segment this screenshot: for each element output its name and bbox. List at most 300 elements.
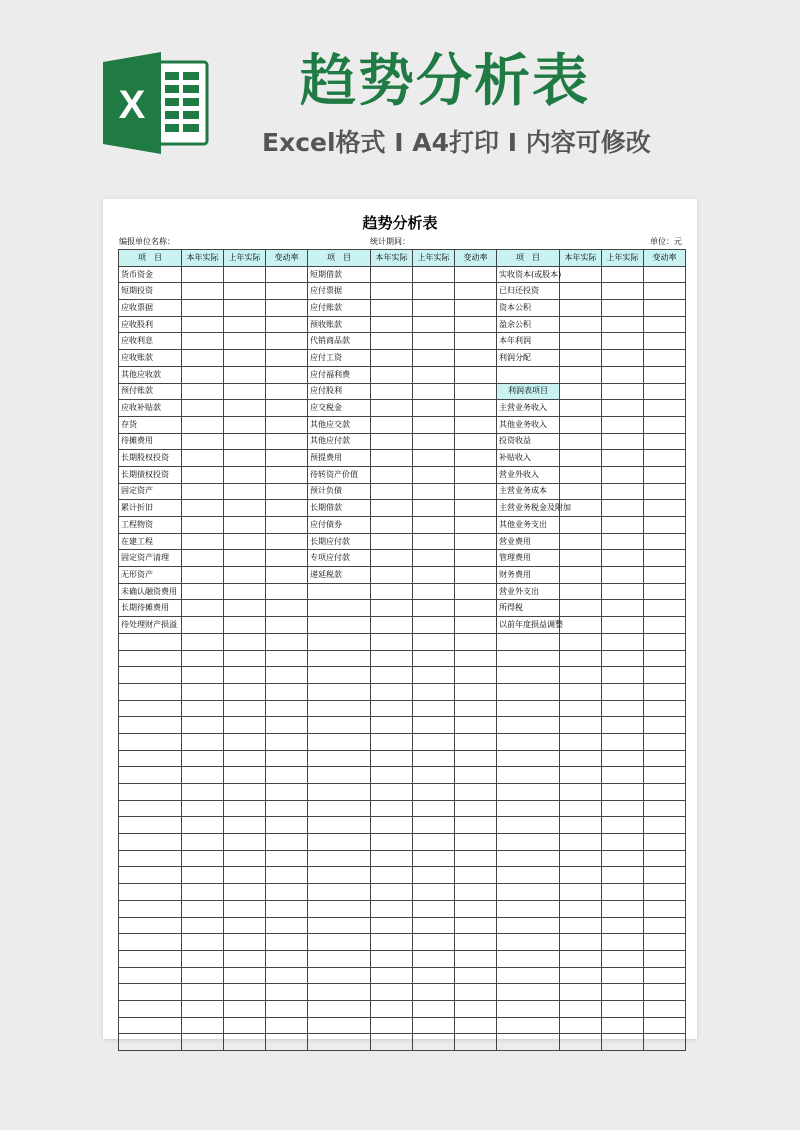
table-cell[interactable] <box>266 733 308 750</box>
table-cell[interactable] <box>644 266 686 283</box>
table-cell[interactable] <box>308 700 371 717</box>
table-cell[interactable] <box>308 867 371 884</box>
table-cell[interactable] <box>308 917 371 934</box>
table-cell[interactable] <box>560 366 602 383</box>
table-cell[interactable] <box>560 416 602 433</box>
table-cell[interactable]: 长期借款 <box>308 500 371 517</box>
table-cell[interactable] <box>560 967 602 984</box>
table-cell[interactable] <box>413 450 455 467</box>
table-cell[interactable] <box>560 800 602 817</box>
table-cell[interactable] <box>308 850 371 867</box>
table-cell[interactable] <box>224 867 266 884</box>
table-cell[interactable] <box>644 1034 686 1051</box>
table-cell[interactable] <box>602 350 644 367</box>
table-cell[interactable] <box>455 383 497 400</box>
table-cell[interactable] <box>560 1034 602 1051</box>
table-cell[interactable] <box>560 900 602 917</box>
table-cell[interactable] <box>266 967 308 984</box>
table-cell[interactable] <box>371 316 413 333</box>
table-cell[interactable] <box>602 450 644 467</box>
table-cell[interactable]: 应付账款 <box>308 300 371 317</box>
table-cell[interactable] <box>455 433 497 450</box>
table-cell[interactable] <box>560 517 602 534</box>
table-cell[interactable] <box>413 533 455 550</box>
table-cell[interactable] <box>644 283 686 300</box>
table-cell[interactable]: 长期债权投资 <box>119 466 182 483</box>
table-cell[interactable] <box>182 650 224 667</box>
table-cell[interactable]: 应交税金 <box>308 400 371 417</box>
table-cell[interactable]: 应付福利费 <box>308 366 371 383</box>
table-cell[interactable] <box>644 817 686 834</box>
table-cell[interactable] <box>497 984 560 1001</box>
table-cell[interactable] <box>371 900 413 917</box>
table-cell[interactable]: 长期应付款 <box>308 533 371 550</box>
table-cell[interactable] <box>413 333 455 350</box>
table-cell[interactable] <box>560 667 602 684</box>
table-cell[interactable]: 利润分配 <box>497 350 560 367</box>
table-cell[interactable] <box>602 667 644 684</box>
table-cell[interactable] <box>413 834 455 851</box>
table-cell[interactable] <box>224 567 266 584</box>
table-cell[interactable] <box>224 333 266 350</box>
table-cell[interactable] <box>371 600 413 617</box>
table-cell[interactable] <box>266 934 308 951</box>
table-cell[interactable] <box>455 450 497 467</box>
table-cell[interactable] <box>224 416 266 433</box>
table-cell[interactable] <box>266 533 308 550</box>
table-cell[interactable]: 已归还投资 <box>497 283 560 300</box>
table-cell[interactable] <box>266 500 308 517</box>
table-cell[interactable] <box>560 400 602 417</box>
table-cell[interactable] <box>371 366 413 383</box>
table-cell[interactable] <box>266 750 308 767</box>
table-cell[interactable] <box>224 1017 266 1034</box>
table-cell[interactable] <box>455 683 497 700</box>
table-cell[interactable] <box>182 884 224 901</box>
table-cell[interactable] <box>224 300 266 317</box>
table-cell[interactable]: 应收利息 <box>119 333 182 350</box>
table-cell[interactable] <box>455 583 497 600</box>
table-cell[interactable] <box>560 650 602 667</box>
table-cell[interactable] <box>413 800 455 817</box>
table-cell[interactable] <box>602 850 644 867</box>
table-cell[interactable]: 盈余公积 <box>497 316 560 333</box>
table-cell[interactable] <box>497 633 560 650</box>
table-cell[interactable] <box>644 884 686 901</box>
table-cell[interactable]: 应付债券 <box>308 517 371 534</box>
table-cell[interactable] <box>455 483 497 500</box>
table-cell[interactable] <box>224 700 266 717</box>
table-cell[interactable] <box>308 750 371 767</box>
table-cell[interactable]: 预收账款 <box>308 316 371 333</box>
table-cell[interactable] <box>413 633 455 650</box>
table-cell[interactable]: 利润表项目 <box>497 383 560 400</box>
table-cell[interactable]: 资本公积 <box>497 300 560 317</box>
table-cell[interactable] <box>119 767 182 784</box>
table-cell[interactable] <box>413 750 455 767</box>
table-cell[interactable] <box>308 800 371 817</box>
table-cell[interactable] <box>644 984 686 1001</box>
table-cell[interactable] <box>413 350 455 367</box>
table-cell[interactable] <box>224 483 266 500</box>
table-cell[interactable]: 管理费用 <box>497 550 560 567</box>
table-cell[interactable] <box>413 1034 455 1051</box>
table-cell[interactable] <box>371 1034 413 1051</box>
table-cell[interactable] <box>224 517 266 534</box>
table-cell[interactable] <box>266 333 308 350</box>
table-cell[interactable]: 短期借款 <box>308 266 371 283</box>
table-cell[interactable] <box>644 567 686 584</box>
table-cell[interactable] <box>224 884 266 901</box>
table-cell[interactable] <box>413 950 455 967</box>
table-cell[interactable] <box>560 633 602 650</box>
table-cell[interactable] <box>413 984 455 1001</box>
table-cell[interactable] <box>644 1000 686 1017</box>
table-cell[interactable]: 长期待摊费用 <box>119 600 182 617</box>
table-cell[interactable] <box>602 733 644 750</box>
table-cell[interactable] <box>455 917 497 934</box>
table-cell[interactable] <box>644 767 686 784</box>
table-cell[interactable] <box>182 400 224 417</box>
table-cell[interactable] <box>182 283 224 300</box>
table-cell[interactable] <box>497 767 560 784</box>
table-cell[interactable] <box>560 1000 602 1017</box>
table-cell[interactable] <box>371 283 413 300</box>
table-cell[interactable] <box>497 817 560 834</box>
table-cell[interactable] <box>644 300 686 317</box>
table-cell[interactable] <box>497 1017 560 1034</box>
table-cell[interactable] <box>644 483 686 500</box>
table-cell[interactable] <box>266 700 308 717</box>
table-cell[interactable] <box>560 683 602 700</box>
table-cell[interactable] <box>266 583 308 600</box>
table-cell[interactable] <box>560 950 602 967</box>
table-cell[interactable] <box>644 383 686 400</box>
table-cell[interactable] <box>497 867 560 884</box>
table-cell[interactable] <box>371 767 413 784</box>
table-cell[interactable] <box>224 1000 266 1017</box>
table-cell[interactable]: 其他应交款 <box>308 416 371 433</box>
table-cell[interactable] <box>497 683 560 700</box>
table-cell[interactable] <box>560 383 602 400</box>
table-cell[interactable] <box>413 900 455 917</box>
table-cell[interactable] <box>413 283 455 300</box>
table-cell[interactable] <box>560 717 602 734</box>
table-cell[interactable] <box>119 667 182 684</box>
table-cell[interactable] <box>371 433 413 450</box>
table-cell[interactable] <box>644 500 686 517</box>
table-cell[interactable]: 实收资本(或股本) <box>497 266 560 283</box>
table-cell[interactable] <box>266 483 308 500</box>
table-cell[interactable] <box>266 517 308 534</box>
table-cell[interactable] <box>560 1017 602 1034</box>
table-cell[interactable] <box>119 867 182 884</box>
table-cell[interactable] <box>413 400 455 417</box>
table-cell[interactable] <box>182 750 224 767</box>
table-cell[interactable] <box>119 700 182 717</box>
table-cell[interactable] <box>371 650 413 667</box>
table-cell[interactable]: 应付工资 <box>308 350 371 367</box>
table-cell[interactable] <box>371 667 413 684</box>
table-cell[interactable] <box>182 667 224 684</box>
table-cell[interactable]: 其他业务支出 <box>497 517 560 534</box>
table-cell[interactable] <box>119 717 182 734</box>
table-cell[interactable] <box>455 950 497 967</box>
table-cell[interactable] <box>497 700 560 717</box>
table-cell[interactable] <box>371 567 413 584</box>
table-cell[interactable] <box>455 700 497 717</box>
table-cell[interactable] <box>560 533 602 550</box>
table-cell[interactable] <box>602 300 644 317</box>
table-cell[interactable] <box>602 917 644 934</box>
table-cell[interactable] <box>182 450 224 467</box>
table-cell[interactable] <box>266 266 308 283</box>
table-cell[interactable] <box>497 717 560 734</box>
table-cell[interactable] <box>266 550 308 567</box>
table-cell[interactable] <box>371 416 413 433</box>
table-cell[interactable] <box>413 266 455 283</box>
table-cell[interactable] <box>119 633 182 650</box>
table-cell[interactable] <box>455 300 497 317</box>
table-cell[interactable] <box>371 583 413 600</box>
table-cell[interactable] <box>455 817 497 834</box>
table-cell[interactable]: 无形资产 <box>119 567 182 584</box>
table-cell[interactable] <box>182 784 224 801</box>
table-cell[interactable] <box>644 934 686 951</box>
table-cell[interactable] <box>371 733 413 750</box>
table-cell[interactable] <box>560 767 602 784</box>
table-cell[interactable] <box>182 1000 224 1017</box>
table-cell[interactable] <box>497 667 560 684</box>
table-cell[interactable]: 营业费用 <box>497 533 560 550</box>
table-cell[interactable] <box>413 667 455 684</box>
table-cell[interactable] <box>497 784 560 801</box>
table-cell[interactable] <box>182 266 224 283</box>
table-cell[interactable] <box>371 483 413 500</box>
table-cell[interactable] <box>644 333 686 350</box>
table-cell[interactable] <box>266 784 308 801</box>
table-cell[interactable] <box>224 950 266 967</box>
table-cell[interactable] <box>371 400 413 417</box>
table-cell[interactable] <box>224 817 266 834</box>
table-cell[interactable] <box>455 416 497 433</box>
table-cell[interactable] <box>644 917 686 934</box>
table-cell[interactable] <box>455 967 497 984</box>
table-cell[interactable] <box>308 683 371 700</box>
table-cell[interactable] <box>455 750 497 767</box>
table-cell[interactable] <box>602 767 644 784</box>
table-cell[interactable] <box>497 967 560 984</box>
table-cell[interactable] <box>266 300 308 317</box>
table-cell[interactable] <box>371 800 413 817</box>
table-cell[interactable] <box>119 834 182 851</box>
table-cell[interactable] <box>602 683 644 700</box>
table-cell[interactable] <box>266 683 308 700</box>
table-cell[interactable] <box>644 617 686 634</box>
table-cell[interactable] <box>266 350 308 367</box>
table-cell[interactable] <box>413 583 455 600</box>
table-cell[interactable] <box>182 333 224 350</box>
table-cell[interactable] <box>224 466 266 483</box>
table-cell[interactable] <box>266 466 308 483</box>
table-cell[interactable] <box>224 1034 266 1051</box>
table-cell[interactable] <box>413 867 455 884</box>
table-cell[interactable] <box>644 717 686 734</box>
table-cell[interactable] <box>224 366 266 383</box>
table-cell[interactable] <box>413 383 455 400</box>
table-cell[interactable] <box>371 750 413 767</box>
table-cell[interactable] <box>560 483 602 500</box>
table-cell[interactable]: 应收票据 <box>119 300 182 317</box>
table-cell[interactable] <box>644 650 686 667</box>
table-cell[interactable] <box>413 1017 455 1034</box>
table-cell[interactable] <box>224 984 266 1001</box>
table-cell[interactable] <box>455 266 497 283</box>
table-cell[interactable] <box>602 700 644 717</box>
table-cell[interactable] <box>560 266 602 283</box>
table-cell[interactable] <box>266 283 308 300</box>
table-cell[interactable] <box>119 1000 182 1017</box>
table-cell[interactable] <box>266 450 308 467</box>
table-cell[interactable] <box>224 667 266 684</box>
table-cell[interactable] <box>644 1017 686 1034</box>
table-cell[interactable]: 其他业务收入 <box>497 416 560 433</box>
table-cell[interactable] <box>560 600 602 617</box>
table-cell[interactable] <box>602 900 644 917</box>
table-cell[interactable] <box>644 800 686 817</box>
table-cell[interactable] <box>224 500 266 517</box>
table-cell[interactable]: 主营业务税金及附加 <box>497 500 560 517</box>
table-cell[interactable] <box>560 433 602 450</box>
table-cell[interactable] <box>371 1000 413 1017</box>
table-cell[interactable] <box>266 366 308 383</box>
table-cell[interactable] <box>455 1034 497 1051</box>
table-cell[interactable] <box>455 600 497 617</box>
table-cell[interactable] <box>224 834 266 851</box>
table-cell[interactable] <box>182 366 224 383</box>
table-cell[interactable] <box>644 466 686 483</box>
table-cell[interactable]: 以前年度损益调整 <box>497 617 560 634</box>
table-cell[interactable] <box>644 366 686 383</box>
table-cell[interactable] <box>413 700 455 717</box>
table-cell[interactable] <box>602 934 644 951</box>
table-cell[interactable] <box>413 300 455 317</box>
table-cell[interactable] <box>602 817 644 834</box>
table-cell[interactable] <box>497 366 560 383</box>
table-cell[interactable] <box>455 667 497 684</box>
table-cell[interactable] <box>266 1000 308 1017</box>
table-cell[interactable] <box>182 600 224 617</box>
table-cell[interactable] <box>224 784 266 801</box>
table-cell[interactable] <box>560 850 602 867</box>
table-cell[interactable] <box>413 683 455 700</box>
table-cell[interactable] <box>455 767 497 784</box>
table-cell[interactable] <box>602 567 644 584</box>
table-cell[interactable] <box>182 950 224 967</box>
table-cell[interactable] <box>182 433 224 450</box>
table-cell[interactable] <box>182 617 224 634</box>
table-cell[interactable] <box>560 617 602 634</box>
table-cell[interactable] <box>644 667 686 684</box>
table-cell[interactable] <box>413 567 455 584</box>
table-cell[interactable] <box>119 984 182 1001</box>
table-cell[interactable] <box>224 617 266 634</box>
table-cell[interactable]: 补贴收入 <box>497 450 560 467</box>
table-cell[interactable] <box>371 533 413 550</box>
table-cell[interactable] <box>497 917 560 934</box>
table-cell[interactable] <box>455 900 497 917</box>
table-cell[interactable] <box>602 416 644 433</box>
table-cell[interactable] <box>602 717 644 734</box>
table-cell[interactable] <box>308 817 371 834</box>
table-cell[interactable] <box>602 800 644 817</box>
table-cell[interactable] <box>182 533 224 550</box>
table-cell[interactable] <box>560 934 602 951</box>
table-cell[interactable] <box>560 984 602 1001</box>
table-cell[interactable] <box>413 1000 455 1017</box>
table-cell[interactable] <box>560 700 602 717</box>
table-cell[interactable] <box>560 316 602 333</box>
table-cell[interactable] <box>644 850 686 867</box>
table-cell[interactable] <box>266 1034 308 1051</box>
table-cell[interactable] <box>182 733 224 750</box>
table-cell[interactable] <box>455 717 497 734</box>
table-cell[interactable] <box>119 967 182 984</box>
table-cell[interactable]: 待摊费用 <box>119 433 182 450</box>
table-cell[interactable] <box>119 817 182 834</box>
table-cell[interactable] <box>308 1000 371 1017</box>
table-cell[interactable] <box>455 1017 497 1034</box>
table-cell[interactable] <box>602 550 644 567</box>
table-cell[interactable] <box>413 884 455 901</box>
table-cell[interactable] <box>371 300 413 317</box>
table-cell[interactable] <box>602 433 644 450</box>
table-cell[interactable] <box>644 633 686 650</box>
table-cell[interactable] <box>413 917 455 934</box>
table-cell[interactable]: 固定资产清理 <box>119 550 182 567</box>
table-cell[interactable] <box>119 800 182 817</box>
table-cell[interactable] <box>602 867 644 884</box>
table-cell[interactable] <box>224 433 266 450</box>
table-cell[interactable] <box>644 750 686 767</box>
table-cell[interactable] <box>119 1017 182 1034</box>
table-cell[interactable] <box>266 984 308 1001</box>
table-cell[interactable] <box>182 1034 224 1051</box>
table-cell[interactable] <box>497 900 560 917</box>
table-cell[interactable] <box>308 884 371 901</box>
table-cell[interactable] <box>182 867 224 884</box>
table-cell[interactable] <box>644 867 686 884</box>
table-cell[interactable] <box>224 266 266 283</box>
table-cell[interactable] <box>371 817 413 834</box>
table-cell[interactable] <box>413 483 455 500</box>
table-cell[interactable]: 货币资金 <box>119 266 182 283</box>
table-cell[interactable] <box>413 500 455 517</box>
table-cell[interactable] <box>308 984 371 1001</box>
table-cell[interactable] <box>602 950 644 967</box>
table-cell[interactable] <box>497 733 560 750</box>
table-cell[interactable] <box>371 984 413 1001</box>
table-cell[interactable] <box>266 900 308 917</box>
table-cell[interactable] <box>497 834 560 851</box>
table-cell[interactable] <box>602 583 644 600</box>
table-cell[interactable] <box>266 817 308 834</box>
table-cell[interactable] <box>560 466 602 483</box>
table-cell[interactable] <box>371 967 413 984</box>
table-cell[interactable] <box>371 500 413 517</box>
table-cell[interactable] <box>224 717 266 734</box>
table-cell[interactable] <box>266 667 308 684</box>
